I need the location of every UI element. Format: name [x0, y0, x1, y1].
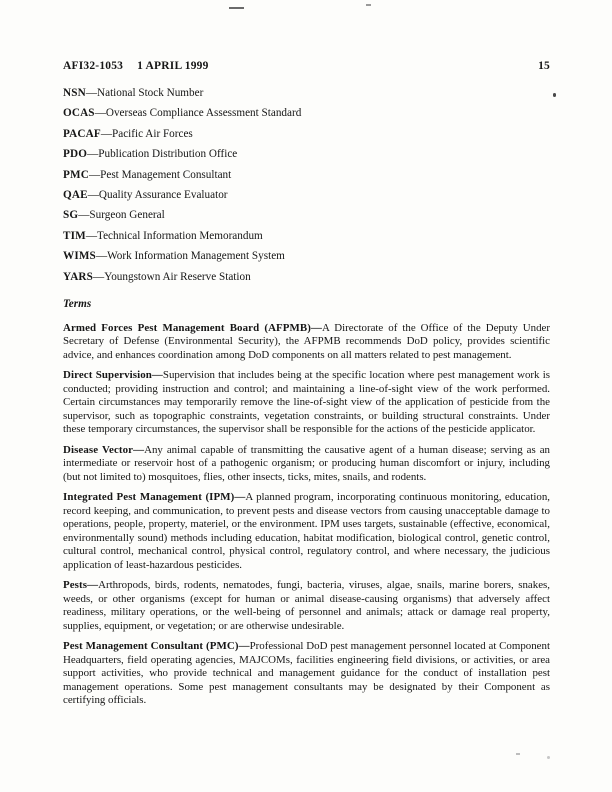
dash: — — [78, 209, 90, 222]
dash: — — [88, 168, 101, 181]
acronym-abbr: PDO — [63, 148, 88, 161]
dash: — — [93, 270, 105, 283]
dash: — — [85, 87, 98, 99]
term-entry — [63, 579, 550, 633]
acronym-list — [63, 87, 550, 284]
acronym-name: Pacific Air Forces — [112, 127, 193, 140]
terms-list — [63, 322, 550, 708]
page-number: 15 — [538, 60, 550, 72]
dash: — — [87, 579, 99, 592]
term-name: Disease Vector — [63, 443, 134, 456]
acronym-abbr: SG — [63, 209, 79, 222]
scan-artifact — [229, 7, 244, 9]
acronym-abbr: PMC — [63, 168, 89, 181]
acronym-abbr: WIMS — [63, 250, 96, 263]
acronym-entry — [63, 87, 550, 100]
term-definition: Professional DoD pest management personnel located at Component Headquarters, field operating agencies, MAJCOMs, facilities engineering field divisions, or activities, or area support activities, who provide technical and management guidance for the conduct of installation pest management operations. Some pest management consultants may be designated by their Component as certifying officials. — [63, 640, 550, 707]
acronym-name: Youngstown Air Reserve Station — [104, 270, 251, 283]
acronym-entry — [63, 169, 550, 182]
dash: — — [100, 127, 113, 140]
dash: — — [94, 107, 106, 120]
terms-heading: Terms — [63, 297, 92, 310]
acronym-abbr: YARS — [63, 270, 94, 283]
term-definition: A planned program, incorporating continuous monitoring, education, record keeping, and communication, to prevent pests and disease vectors from causing unacceptable damage to operations, people, property, materiel, or the environment. IPM uses targets, sustainable (effective, economical, environmentally sound) methods including education, habitat modification, biological control, genetic control, cultural control, mechanical control, physical control, regulatory control, and where necessary, the judicious application of least-hazardous pesticides. — [63, 491, 550, 571]
dash: — — [151, 369, 163, 382]
acronym-name: Publication Distribution Office — [98, 148, 238, 161]
dash: — — [234, 491, 246, 504]
page-content — [63, 60, 550, 715]
acronym-entry — [63, 250, 550, 263]
acronym-abbr: QAE — [63, 188, 88, 201]
header-doc-id — [63, 60, 209, 72]
acronym-entry — [63, 209, 550, 222]
page-header — [63, 60, 550, 72]
scan-artifact — [547, 756, 550, 759]
term-name: Armed Forces Pest Management Board (AFPMB) — [63, 321, 312, 334]
dash: — — [85, 229, 98, 242]
acronym-entry — [63, 148, 550, 161]
acronym-abbr: PACAF — [63, 127, 101, 140]
term-entry — [63, 322, 550, 363]
acronym-entry — [63, 107, 550, 120]
dash: — — [87, 148, 99, 161]
term-entry — [63, 369, 550, 437]
term-definition: Supervision that includes being at the specific location where pest management work is conducted; providing instruction and control; and maintaining a line-of-sight view of the work performed. Certain circumstances may temporarily remove the line-of-sight view of the application of pesticide from the supervisor, such as topographic constraints, vegetation constraints, or building structural constraints. Under these temporary circumstances, the supervisor shall be responsible for the actions of the pesticide applicator. — [63, 369, 550, 436]
acronym-name: Technical Information Memorandum — [97, 229, 263, 242]
scan-artifact — [553, 93, 556, 97]
acronym-abbr: OCAS — [63, 107, 95, 120]
term-entry — [63, 491, 550, 572]
acronym-entry — [63, 230, 550, 243]
term-name: Pest Management Consultant (PMC) — [63, 640, 239, 653]
dash: — — [95, 250, 108, 263]
scan-artifact — [516, 753, 520, 755]
acronym-name: Pest Management Consultant — [100, 168, 232, 181]
dash: — — [87, 188, 99, 201]
acronym-entry — [63, 271, 550, 284]
term-name: Integrated Pest Management (IPM) — [63, 491, 235, 504]
doc-number: AFI32-1053 — [63, 60, 124, 72]
term-definition: Arthropods, birds, rodents, nematodes, fungi, bacteria, viruses, algae, snails, marine borers, snakes, weeds, or other organisms (except for human or animal disease-causing organisms) that adversely affect readiness, military operations, or the well-being of personnel and animals; attack or damage real property, supplies, equipment, or vegetation; or are otherwise undesirable. — [63, 579, 550, 632]
term-definition: Any animal capable of transmitting the causative agent of a human disease; serving as an intermediate or reservoir host of a pathogenic organism; or producing human discomfort or injury, including (but not limited to) mosquitoes, flies, other insects, ticks, mites, snails, and rodents. — [63, 443, 551, 483]
acronym-name: National Stock Number — [97, 87, 204, 99]
acronym-name: Quality Assurance Evaluator — [98, 188, 228, 201]
scan-artifact — [366, 4, 371, 6]
acronym-entry — [63, 189, 550, 202]
dash: — — [238, 640, 250, 653]
doc-date: 1 APRIL 1999 — [137, 60, 209, 72]
acronym-abbr: NSN — [63, 87, 86, 99]
dash: — — [311, 321, 323, 334]
term-entry — [63, 640, 550, 708]
term-definition: A Directorate of the Office of the Deputy Under Secretary of Defense (Environmental Security), the AFPMB recommends DoD policy, provides scientific advice, and enhances coordination among DoD components on all matters related to pest management. — [63, 321, 550, 361]
acronym-name: Work Information Management System — [107, 250, 285, 263]
term-name: Direct Supervision — [63, 369, 152, 382]
acronym-entry — [63, 128, 550, 141]
dash: — — [133, 443, 145, 456]
acronym-abbr: TIM — [63, 229, 86, 242]
acronym-name: Surgeon General — [89, 209, 165, 222]
term-entry — [63, 444, 550, 485]
term-name: Pests — [63, 579, 88, 592]
acronym-name: Overseas Compliance Assessment Standard — [105, 107, 302, 120]
